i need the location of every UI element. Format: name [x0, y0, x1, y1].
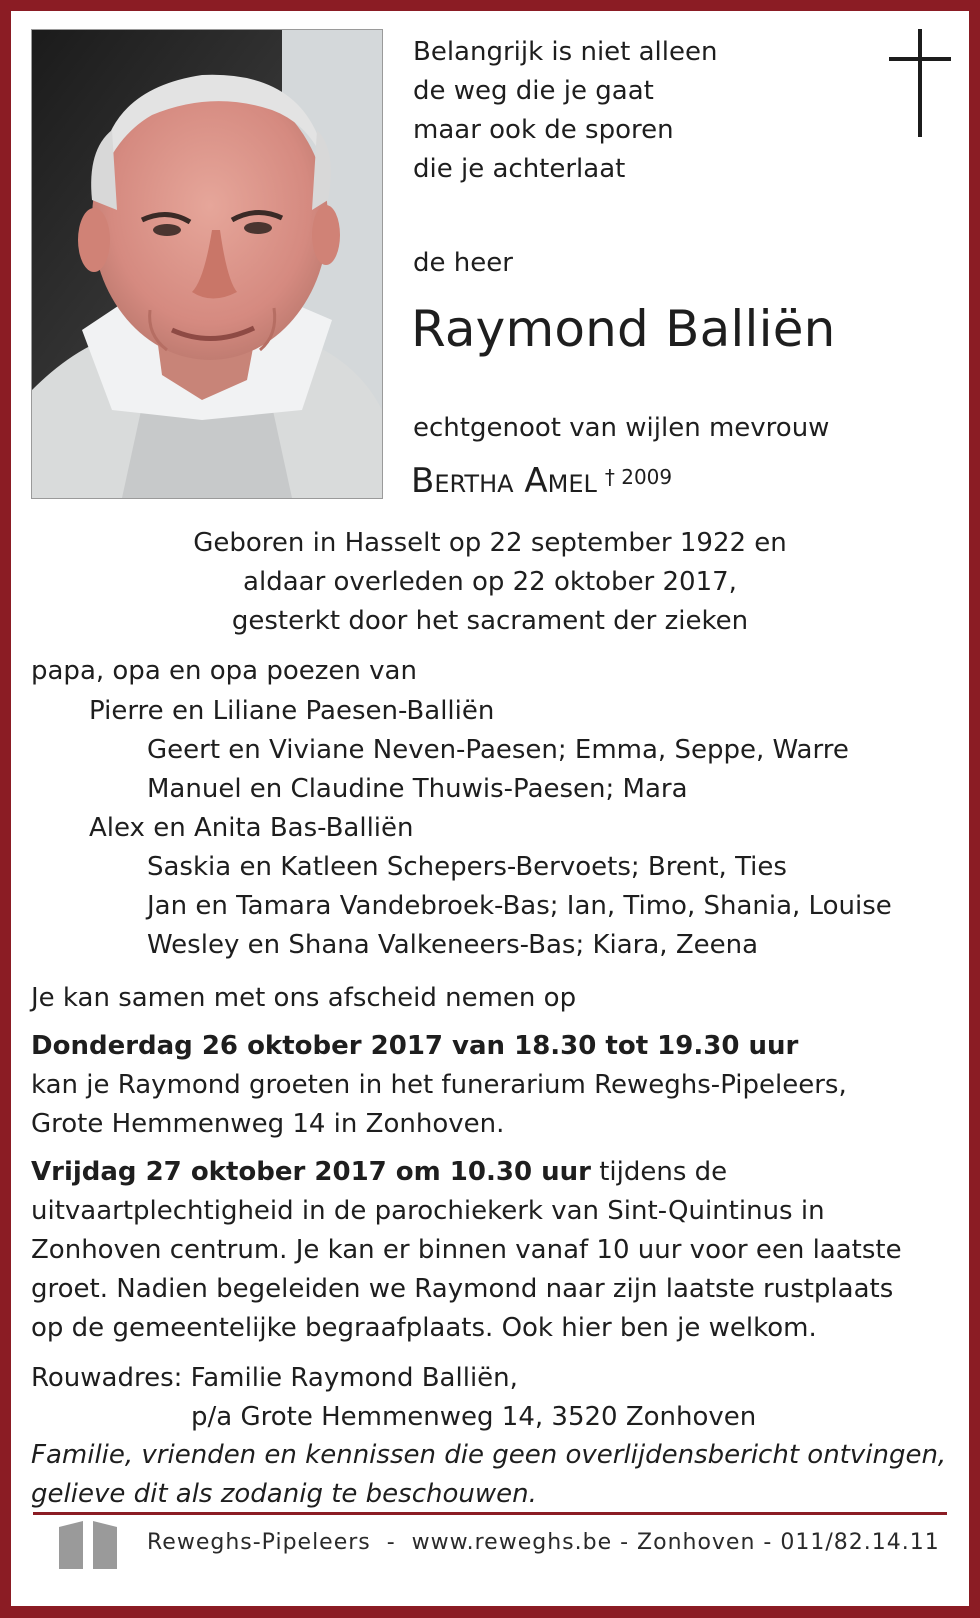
funeral-line: uitvaartplechtigheid in de parochiekerk van Sint-Quintinus in: [31, 1196, 825, 1226]
funeral-when: Vrijdag 27 oktober 2017 om 10.30 uur: [31, 1157, 591, 1187]
relation-intro: papa, opa en opa poezen van: [31, 656, 417, 686]
birth-death-line: Geboren in Hasselt op 22 september 1922 en: [193, 528, 787, 558]
cross-icon: [889, 29, 951, 137]
notice-line: gelieve dit als zodanig te beschouwen.: [31, 1479, 537, 1509]
funeral-paragraph: [31, 1153, 902, 1348]
family-member-line: Wesley en Shana Valkeneers-Bas; Kiara, Zeena: [147, 930, 759, 960]
poem-line: die je achterlaat: [413, 154, 626, 184]
spouse-name-line: [411, 457, 672, 505]
visitation-when: Donderdag 26 oktober 2017 van 18.30 tot 19.30 uur: [31, 1031, 799, 1061]
poem-line: maar ook de sporen: [413, 115, 674, 145]
funeral-first-tail: tijdens de: [590, 1157, 728, 1187]
funeral-line: groet. Nadien begeleiden we Raymond naar zijn laatste rustplaats: [31, 1274, 894, 1304]
footer-divider: [33, 1512, 947, 1515]
spouse-name: Bertha Amel: [411, 461, 597, 501]
spouse-death-year: † 2009: [604, 465, 673, 489]
family-member-line: Alex en Anita Bas-Balliën: [89, 813, 414, 843]
birth-death-line: aldaar overleden op 22 oktober 2017,: [243, 567, 737, 597]
family-member-line: Geert en Viviane Neven-Paesen; Emma, Seppe, Warre: [147, 735, 849, 765]
birth-death-line: gesterkt door het sacrament der zieken: [231, 606, 749, 636]
visitation-paragraph: [31, 1027, 847, 1144]
family-member-line: Saskia en Katleen Schepers-Bervoets; Brent, Ties: [147, 852, 787, 882]
birth-death-info: [11, 524, 969, 641]
family-member-line: Jan en Tamara Vandebroek-Bas; Ian, Timo, Shania, Louise: [147, 891, 892, 921]
poem-line: de weg die je gaat: [413, 76, 654, 106]
funeral-line: op de gemeentelijke begraafplaats. Ook hier ben je welkom.: [31, 1313, 817, 1343]
family-member-line: Pierre en Liliane Paesen-Balliën: [89, 696, 495, 726]
poem-line: Belangrijk is niet alleen: [413, 37, 718, 67]
visitation-line: Grote Hemmenweg 14 in Zonhoven.: [31, 1109, 505, 1139]
farewell-intro: Je kan samen met ons afscheid nemen op: [31, 983, 577, 1013]
spouse-intro: echtgenoot van wijlen mevrouw: [413, 413, 830, 443]
deceased-title: de heer: [413, 248, 513, 278]
funeral-line: Zonhoven centrum. Je kan er binnen vanaf 10 uur voor een laatste: [31, 1235, 902, 1265]
funeral-home-contact: Reweghs-Pipeleers - www.reweghs.be - Zonhoven - 011/82.14.11: [147, 1530, 940, 1555]
poem: [413, 33, 717, 189]
notice: [31, 1436, 946, 1514]
family-member-line: Manuel en Claudine Thuwis-Paesen; Mara: [147, 774, 688, 804]
visitation-line: kan je Raymond groeten in het funerarium Reweghs-Pipeleers,: [31, 1070, 847, 1100]
mourning-address-street: p/a Grote Hemmenweg 14, 3520 Zonhoven: [191, 1402, 757, 1432]
portrait-illustration: [32, 30, 382, 498]
notice-line: Familie, vrienden en kennissen die geen overlijdensbericht ontvingen,: [31, 1440, 947, 1470]
portrait-photo: [31, 29, 383, 499]
funeral-home-logo-icon: [57, 1517, 121, 1569]
deceased-name: Raymond Balliën: [411, 300, 836, 358]
mourning-address: Rouwadres: Familie Raymond Balliën,: [31, 1363, 518, 1393]
